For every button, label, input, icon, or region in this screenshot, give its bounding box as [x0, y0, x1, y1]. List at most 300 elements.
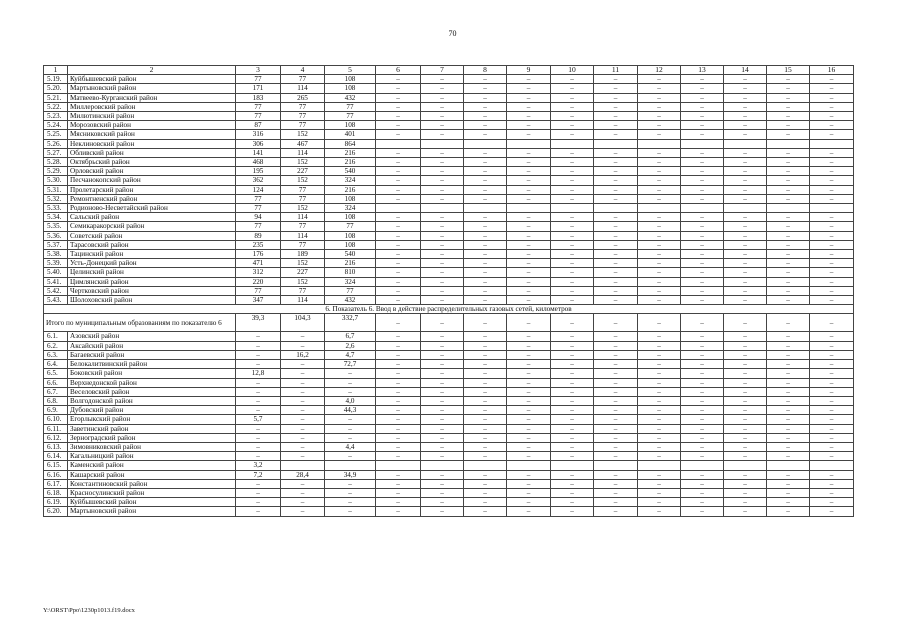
value-cell: 87 [236, 121, 281, 130]
value-cell: – [638, 130, 681, 139]
value-cell: – [767, 350, 810, 359]
value-cell: – [421, 314, 464, 332]
value-cell: – [507, 84, 551, 93]
column-header: 12 [638, 66, 681, 75]
value-cell: – [236, 488, 281, 497]
value-cell: – [724, 93, 767, 102]
value-cell: – [551, 387, 594, 396]
value-cell: – [681, 268, 724, 277]
value-cell: – [724, 378, 767, 387]
table-row [44, 452, 854, 461]
value-cell: 77 [281, 121, 325, 130]
row-number: 5.33. [44, 204, 68, 213]
value-cell [724, 461, 767, 470]
value-cell: – [638, 112, 681, 121]
value-cell: – [507, 424, 551, 433]
value-cell: – [724, 268, 767, 277]
row-number: 5.21. [44, 93, 68, 102]
value-cell: – [767, 406, 810, 415]
value-cell: – [724, 470, 767, 479]
value-cell: – [810, 277, 854, 286]
value-cell: – [767, 130, 810, 139]
value-cell: 216 [325, 148, 376, 157]
value-cell: – [724, 185, 767, 194]
table-row [44, 213, 854, 222]
value-cell: 471 [236, 259, 281, 268]
value-cell: – [421, 148, 464, 157]
value-cell: – [724, 498, 767, 507]
column-header: 6 [376, 66, 421, 75]
value-cell: – [810, 268, 854, 277]
district-name: Советский район [68, 231, 236, 240]
value-cell: – [810, 158, 854, 167]
value-cell: – [464, 433, 507, 442]
value-cell: – [594, 158, 638, 167]
value-cell: – [810, 488, 854, 497]
value-cell: – [551, 452, 594, 461]
value-cell: – [681, 158, 724, 167]
value-cell: – [681, 93, 724, 102]
value-cell [638, 139, 681, 148]
value-cell: – [681, 185, 724, 194]
value-cell: – [507, 130, 551, 139]
table-row [44, 341, 854, 350]
value-cell: – [507, 277, 551, 286]
value-cell: 810 [325, 268, 376, 277]
value-cell: – [325, 415, 376, 424]
value-cell: – [638, 415, 681, 424]
value-cell: – [551, 167, 594, 176]
value-cell [767, 204, 810, 213]
value-cell: 77 [236, 222, 281, 231]
value-cell: – [594, 424, 638, 433]
row-number: 6.15. [44, 461, 68, 470]
value-cell: – [421, 185, 464, 194]
value-cell: – [638, 75, 681, 84]
value-cell: 235 [236, 240, 281, 249]
value-cell: – [421, 415, 464, 424]
row-number: 6.1. [44, 332, 68, 341]
value-cell: – [551, 222, 594, 231]
district-name: Милютинский район [68, 112, 236, 121]
district-name: Неклиновский район [68, 139, 236, 148]
table-row [44, 231, 854, 240]
value-cell: 44,3 [325, 406, 376, 415]
value-cell [507, 204, 551, 213]
value-cell: – [681, 507, 724, 516]
district-name: Семикаракорский район [68, 222, 236, 231]
table-row [44, 93, 854, 102]
value-cell: – [810, 286, 854, 295]
value-cell: 77 [281, 75, 325, 84]
value-cell: – [638, 240, 681, 249]
district-name: Каменский район [68, 461, 236, 470]
value-cell: – [681, 84, 724, 93]
value-cell: – [810, 369, 854, 378]
value-cell: – [724, 488, 767, 497]
column-header: 8 [464, 66, 507, 75]
value-cell: – [638, 387, 681, 396]
value-cell: – [376, 286, 421, 295]
value-cell [681, 461, 724, 470]
value-cell: – [594, 341, 638, 350]
value-cell: 77 [281, 286, 325, 295]
row-number: 6.20. [44, 507, 68, 516]
value-cell: 77 [281, 240, 325, 249]
value-cell: 94 [236, 213, 281, 222]
value-cell: 77 [325, 102, 376, 111]
row-number: 6.13. [44, 442, 68, 451]
column-header: 4 [281, 66, 325, 75]
value-cell [325, 461, 376, 470]
value-cell: – [681, 332, 724, 341]
section-row [44, 305, 854, 314]
value-cell: – [551, 341, 594, 350]
value-cell: – [325, 498, 376, 507]
row-number: 5.25. [44, 130, 68, 139]
value-cell: 114 [281, 231, 325, 240]
value-cell: – [594, 286, 638, 295]
district-name: Цимлянский район [68, 277, 236, 286]
district-name: Морозовский район [68, 121, 236, 130]
value-cell: – [281, 378, 325, 387]
row-number: 6.4. [44, 360, 68, 369]
value-cell: – [724, 277, 767, 286]
value-cell: – [421, 277, 464, 286]
value-cell: – [638, 507, 681, 516]
value-cell: – [464, 396, 507, 405]
value-cell: – [376, 194, 421, 203]
district-name: Красносулинский район [68, 488, 236, 497]
value-cell: – [681, 442, 724, 451]
value-cell: – [767, 479, 810, 488]
value-cell: – [376, 93, 421, 102]
value-cell: – [681, 250, 724, 259]
row-number: 5.35. [44, 222, 68, 231]
value-cell: – [464, 194, 507, 203]
district-name: Пролетарский район [68, 185, 236, 194]
table-row [44, 259, 854, 268]
value-cell: – [507, 112, 551, 121]
value-cell: – [810, 194, 854, 203]
value-cell: – [724, 387, 767, 396]
value-cell: – [767, 378, 810, 387]
value-cell: – [724, 158, 767, 167]
value-cell: – [594, 185, 638, 194]
value-cell: – [507, 194, 551, 203]
value-cell: – [724, 176, 767, 185]
district-name: Кашарский район [68, 470, 236, 479]
value-cell: 77 [325, 112, 376, 121]
value-cell: – [507, 75, 551, 84]
table-row [44, 277, 854, 286]
value-cell: – [507, 250, 551, 259]
value-cell: – [236, 442, 281, 451]
value-cell: – [376, 442, 421, 451]
value-cell: 332,7 [325, 314, 376, 332]
value-cell: – [810, 470, 854, 479]
value-cell: – [810, 231, 854, 240]
row-number: 5.40. [44, 268, 68, 277]
value-cell: – [767, 507, 810, 516]
value-cell: – [551, 369, 594, 378]
value-cell: – [421, 341, 464, 350]
value-cell: – [681, 130, 724, 139]
value-cell: – [507, 158, 551, 167]
value-cell: – [236, 433, 281, 442]
value-cell: – [810, 222, 854, 231]
value-cell: – [376, 277, 421, 286]
value-cell: – [464, 442, 507, 451]
district-name: Куйбышевский район [68, 498, 236, 507]
value-cell: – [638, 406, 681, 415]
district-name: Октябрьский район [68, 158, 236, 167]
value-cell: – [638, 259, 681, 268]
value-cell: – [594, 396, 638, 405]
value-cell: – [638, 84, 681, 93]
value-cell: – [681, 231, 724, 240]
value-cell: 362 [236, 176, 281, 185]
row-number: 6.17. [44, 479, 68, 488]
table-row [44, 130, 854, 139]
value-cell [594, 461, 638, 470]
value-cell: – [376, 488, 421, 497]
value-cell: – [421, 222, 464, 231]
value-cell: – [681, 350, 724, 359]
value-cell: – [281, 396, 325, 405]
value-cell: – [767, 424, 810, 433]
value-cell: – [464, 259, 507, 268]
value-cell: – [551, 148, 594, 157]
value-cell: – [421, 250, 464, 259]
value-cell: – [767, 148, 810, 157]
table-row [44, 415, 854, 424]
value-cell: – [594, 488, 638, 497]
value-cell: – [281, 332, 325, 341]
value-cell: – [594, 84, 638, 93]
value-cell: – [638, 314, 681, 332]
value-cell: – [551, 231, 594, 240]
value-cell: – [551, 360, 594, 369]
value-cell: 467 [281, 139, 325, 148]
value-cell [507, 139, 551, 148]
value-cell: – [507, 360, 551, 369]
value-cell: 77 [325, 286, 376, 295]
value-cell: 152 [281, 204, 325, 213]
table-row [44, 240, 854, 249]
value-cell: – [594, 268, 638, 277]
value-cell: – [810, 507, 854, 516]
value-cell: – [594, 194, 638, 203]
value-cell [421, 139, 464, 148]
value-cell: – [464, 268, 507, 277]
value-cell: – [464, 415, 507, 424]
value-cell: – [638, 277, 681, 286]
district-name: Веселовский район [68, 387, 236, 396]
value-cell: – [464, 470, 507, 479]
district-name: Багаевский район [68, 350, 236, 359]
value-cell: – [551, 424, 594, 433]
value-cell: – [236, 396, 281, 405]
value-cell: – [376, 378, 421, 387]
value-cell: 220 [236, 277, 281, 286]
district-name: Заветинский район [68, 424, 236, 433]
value-cell: 124 [236, 185, 281, 194]
row-number: 5.24. [44, 121, 68, 130]
value-cell: – [421, 213, 464, 222]
value-cell: – [594, 102, 638, 111]
value-cell: – [594, 250, 638, 259]
value-cell: – [464, 167, 507, 176]
column-header: 13 [681, 66, 724, 75]
value-cell: – [724, 341, 767, 350]
value-cell: – [551, 507, 594, 516]
value-cell: – [507, 222, 551, 231]
value-cell: – [767, 488, 810, 497]
value-cell: – [638, 470, 681, 479]
table-row [44, 148, 854, 157]
table-row [44, 378, 854, 387]
value-cell: – [421, 75, 464, 84]
value-cell: – [551, 194, 594, 203]
value-cell [810, 461, 854, 470]
value-cell: – [638, 498, 681, 507]
value-cell: – [724, 332, 767, 341]
value-cell: 77 [236, 204, 281, 213]
value-cell: – [810, 148, 854, 157]
value-cell: – [376, 121, 421, 130]
table-row [44, 442, 854, 451]
value-cell: – [594, 378, 638, 387]
table-row [44, 250, 854, 259]
value-cell: – [767, 176, 810, 185]
value-cell: – [767, 231, 810, 240]
value-cell: – [638, 360, 681, 369]
value-cell: – [464, 231, 507, 240]
value-cell: – [464, 240, 507, 249]
value-cell: – [551, 332, 594, 341]
value-cell: – [681, 396, 724, 405]
table-row [44, 360, 854, 369]
value-cell: – [325, 433, 376, 442]
value-cell: – [551, 415, 594, 424]
row-number: 6.10. [44, 415, 68, 424]
value-cell: 5,7 [236, 415, 281, 424]
row-number: 5.28. [44, 158, 68, 167]
value-cell: – [724, 369, 767, 378]
district-name: Волгодонской район [68, 396, 236, 405]
district-name: Зимовниковский район [68, 442, 236, 451]
value-cell: – [464, 488, 507, 497]
value-cell: – [724, 479, 767, 488]
value-cell: – [464, 102, 507, 111]
value-cell: 77 [236, 75, 281, 84]
value-cell: – [421, 433, 464, 442]
value-cell: – [810, 84, 854, 93]
value-cell: – [421, 121, 464, 130]
value-cell: – [724, 240, 767, 249]
value-cell: – [376, 433, 421, 442]
district-name: Сальский район [68, 213, 236, 222]
district-name: Кагальницкий район [68, 452, 236, 461]
value-cell: – [464, 121, 507, 130]
table-row [44, 185, 854, 194]
value-cell: 108 [325, 240, 376, 249]
value-cell: – [681, 240, 724, 249]
value-cell: – [638, 488, 681, 497]
district-name: Мартыновский район [68, 84, 236, 93]
value-cell [464, 461, 507, 470]
value-cell: – [551, 378, 594, 387]
table-row [44, 222, 854, 231]
value-cell: – [421, 296, 464, 305]
table-row [44, 498, 854, 507]
value-cell: – [464, 296, 507, 305]
value-cell: – [376, 314, 421, 332]
value-cell: – [594, 442, 638, 451]
value-cell: – [507, 396, 551, 405]
value-cell: – [376, 350, 421, 359]
value-cell: – [767, 250, 810, 259]
value-cell: – [464, 479, 507, 488]
value-cell: – [281, 387, 325, 396]
district-name: Мясниковский район [68, 130, 236, 139]
value-cell: – [464, 452, 507, 461]
value-cell: – [810, 102, 854, 111]
value-cell: – [810, 121, 854, 130]
total-label: Итого по муниципальным образованиям по показателю 6 [44, 314, 236, 332]
value-cell [464, 139, 507, 148]
value-cell: – [376, 369, 421, 378]
value-cell: – [376, 222, 421, 231]
value-cell: – [507, 378, 551, 387]
value-cell: – [507, 213, 551, 222]
value-cell: – [724, 250, 767, 259]
value-cell: – [421, 406, 464, 415]
value-cell: – [724, 360, 767, 369]
value-cell: – [681, 112, 724, 121]
value-cell: – [551, 240, 594, 249]
value-cell: – [421, 387, 464, 396]
value-cell: – [464, 406, 507, 415]
value-cell: 4,0 [325, 396, 376, 405]
value-cell: – [551, 350, 594, 359]
row-number: 6.16. [44, 470, 68, 479]
value-cell: – [810, 360, 854, 369]
value-cell: – [236, 424, 281, 433]
column-header: 7 [421, 66, 464, 75]
value-cell: – [376, 406, 421, 415]
value-cell: – [236, 387, 281, 396]
value-cell: – [376, 360, 421, 369]
value-cell: – [421, 259, 464, 268]
value-cell: – [638, 332, 681, 341]
file-path-footer: Y:\ORST\Ppo\1230p1013.f19.docx [43, 607, 135, 614]
district-name: Константиновский район [68, 479, 236, 488]
district-name: Мартыновский район [68, 507, 236, 516]
value-cell: – [281, 341, 325, 350]
value-cell: – [767, 470, 810, 479]
value-cell: – [551, 75, 594, 84]
value-cell: 108 [325, 213, 376, 222]
value-cell: – [767, 296, 810, 305]
column-header: 11 [594, 66, 638, 75]
value-cell: – [810, 452, 854, 461]
value-cell [551, 139, 594, 148]
value-cell: 39,3 [236, 314, 281, 332]
value-cell: – [464, 341, 507, 350]
value-cell: 306 [236, 139, 281, 148]
